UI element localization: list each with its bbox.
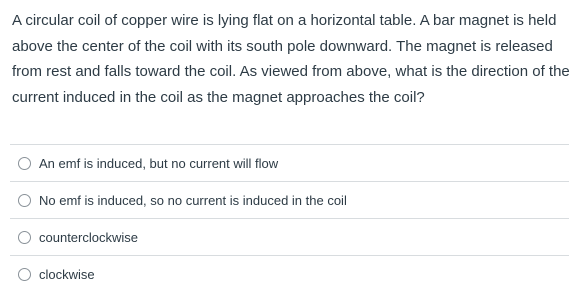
radio-button[interactable]: [18, 194, 31, 207]
answer-label: counterclockwise: [39, 229, 138, 245]
answer-option-2[interactable]: [10, 181, 569, 218]
radio-button[interactable]: [18, 268, 31, 281]
answer-option-4[interactable]: [10, 255, 569, 292]
radio-button[interactable]: [18, 231, 31, 244]
answer-label: clockwise: [39, 266, 95, 282]
radio-button[interactable]: [18, 157, 31, 170]
answer-option-3[interactable]: [10, 218, 569, 255]
answer-label: No emf is induced, so no current is induced in the coil: [39, 192, 347, 208]
answer-list: [10, 144, 569, 292]
answer-label: An emf is induced, but no current will flow: [39, 155, 279, 171]
answer-option-1[interactable]: [10, 144, 569, 181]
question-text: A circular coil of copper wire is lying flat on a horizontal table. A bar magnet is held above the center of the coil with its south pole downward. The magnet is released from rest and falls toward the coil. As viewed from above, what is the direction of the current induced in the coil as the magnet approaches the coil?: [12, 12, 570, 106]
